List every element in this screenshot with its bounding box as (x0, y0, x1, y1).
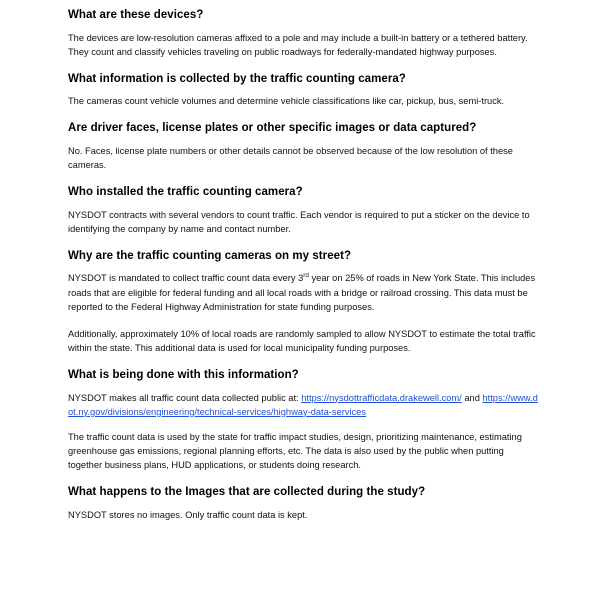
links-between-text: and (461, 392, 483, 403)
section-paragraph: Additionally, approximately 10% of local roads are randomly sampled to allow NYSDOT to estimate the total traffic within the state. This additional data is used for local municipality funding purposes. (68, 328, 536, 353)
section-paragraph: NYSDOT contracts with several vendors to count traffic. Each vendor is required to put a sticker on the device to identifying the company by name and contact number. (68, 209, 530, 234)
section-heading: Are driver faces, license plates or other specific images or data captured? (68, 122, 477, 135)
section-paragraph: NYSDOT stores no images. Only traffic count data is kept. (68, 509, 308, 520)
paragraph-rest-text: year on 25% of roads in New York State. This includes roads that are eligible for federal funding and all local roads with a bridge or railroad crossing. This data must be reported to the Federal Highway Administration for state funding purposes. (68, 273, 536, 312)
faq-section-information-collected (68, 72, 538, 109)
section-paragraph: The devices are low-resolution cameras affixed to a pole and may include a built-in battery or a tethered battery. They count and classify vehicles traveling on public roadways for federally-mandated highway purposes. (68, 32, 528, 57)
links-lead-text: NYSDOT makes all traffic count data collected public at: (68, 392, 302, 403)
paragraph-lead-text: NYSDOT is mandated to collect traffic count data every (68, 273, 299, 284)
section-heading: Who installed the traffic counting camera? (68, 186, 303, 199)
faq-section-images-collected (68, 485, 538, 522)
faq-section-devices (68, 8, 538, 59)
faq-section-faces-plates (68, 121, 538, 172)
faq-section-who-installed (68, 185, 538, 236)
section-heading: What are these devices? (68, 9, 204, 21)
ordinal-suffix: rd (303, 272, 309, 280)
faq-section-what-is-being-done (68, 368, 538, 472)
section-heading: Why are the traffic counting cameras on my street? (68, 249, 352, 262)
section-paragraph: The cameras count vehicle volumes and determine vehicle classifications like car, pickup, bus, semi-truck. (68, 96, 505, 107)
section-heading: What information is collected by the traffic counting camera? (68, 72, 406, 85)
section-paragraph-links (68, 391, 538, 419)
ordinal-number: 3 (298, 273, 304, 284)
section-heading: What happens to the Images that are collected during the study? (68, 486, 426, 499)
section-paragraph: The traffic count data is used by the state for traffic impact studies, design, prioritizing maintenance, estimating greenhouse gas emissions, regional planning efforts, etc. The data is also used by the public when putting together business plans, HUD applications, or students doing research. (68, 431, 522, 471)
faq-section-why-my-street (68, 249, 538, 355)
section-paragraph-ordinal (68, 271, 538, 313)
traffic-data-portal-link[interactable]: https://nysdottrafficdata.drakewell.com/ (301, 392, 462, 403)
section-heading: What is being done with this information? (68, 369, 299, 382)
highway-data-services-link[interactable]: https://www.dot.ny.gov/divisions/engineering/technical-services/highway-data-services (68, 392, 538, 417)
section-paragraph: No. Faces, license plate numbers or other details cannot be observed because of the low resolution of these cameras. (68, 145, 513, 171)
